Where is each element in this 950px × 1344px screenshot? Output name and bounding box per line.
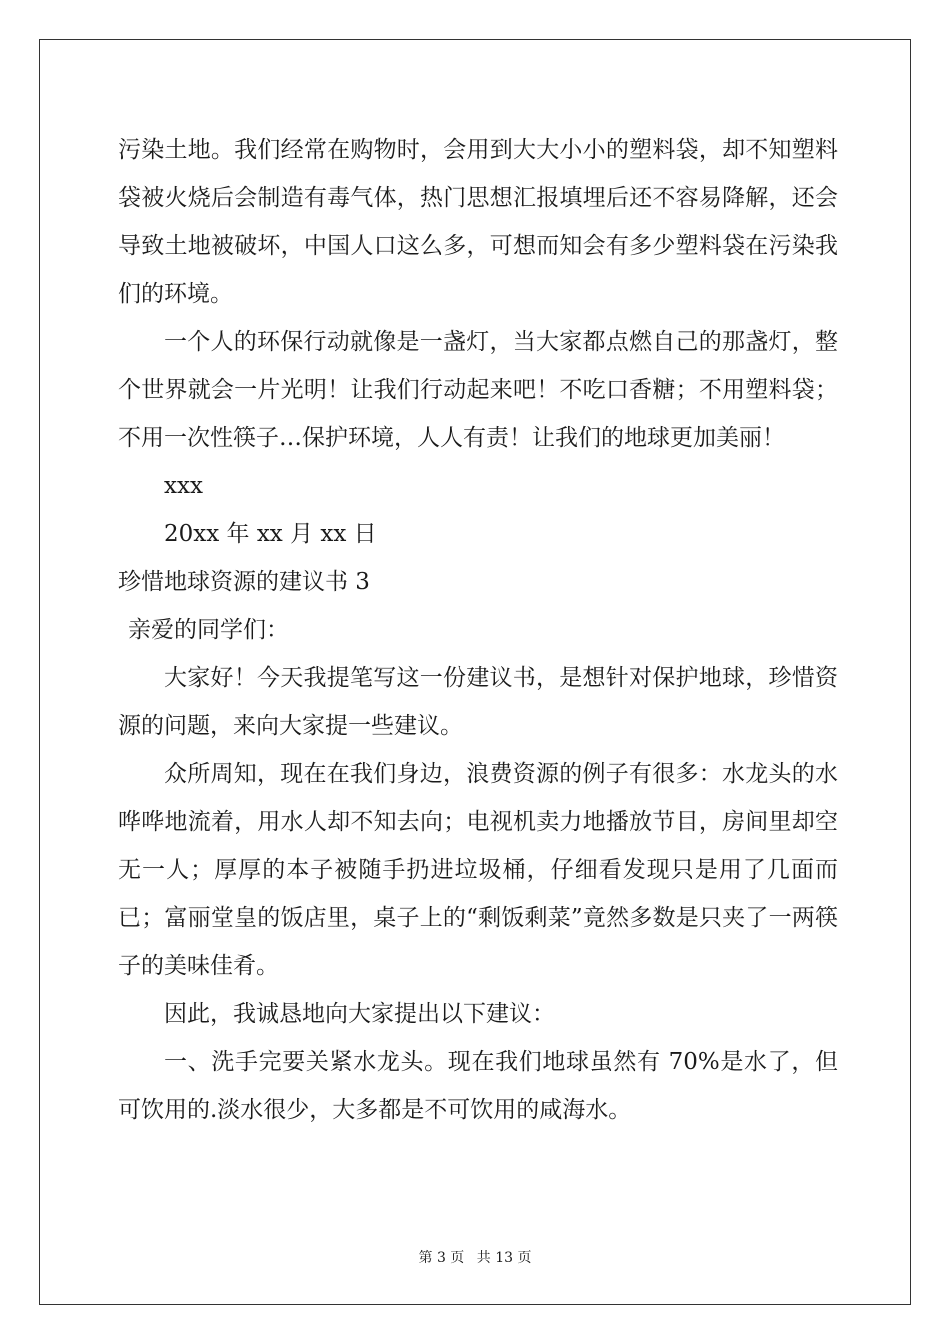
page-number: 第 3 页 bbox=[418, 1250, 465, 1266]
paragraph-continuation: 污染土地。我们经常在购物时，会用到大大小小的塑料袋，却不知塑料袋被火烧后会制造有毒气体，热门思想汇报填埋后还不容易降解，还会导致土地被破坏，中国人口这么多，可想而知会有多少塑料袋在污染我们的环境。 bbox=[118, 137, 838, 307]
signature-name: xxx bbox=[164, 473, 203, 499]
page-total: 共 13 页 bbox=[476, 1250, 532, 1266]
paragraph-suggestions-intro: 因此，我诚恳地向大家提出以下建议： bbox=[164, 1001, 555, 1027]
page-footer bbox=[0, 1247, 950, 1267]
signature-date: 20xx 年 xx 月 xx 日 bbox=[164, 521, 377, 547]
document-body bbox=[118, 126, 838, 1134]
paragraph-greeting: 大家好！今天我提笔写这一份建议书，是想针对保护地球，珍惜资源的问题，来向大家提一些建议。 bbox=[118, 665, 838, 739]
paragraph-suggestion-1: 一、洗手完要关紧水龙头。现在我们地球虽然有 70%是水了，但可饮用的.淡水很少，大多都是不可饮用的咸海水。 bbox=[118, 1049, 838, 1123]
paragraph-examples: 众所周知，现在在我们身边，浪费资源的例子有很多：水龙头的水哗哗地流着，用水人却不知去向；电视机卖力地播放节目，房间里却空无一人；厚厚的本子被随手扔进垃圾桶，仔细看发现只是用了几面而已；富丽堂皇的饭店里，桌子上的“剩饭剩菜”竟然多数是只夹了一两筷子的美味佳肴。 bbox=[118, 761, 838, 979]
section-title: 珍惜地球资源的建议书 3 bbox=[118, 569, 370, 595]
paragraph-call-to-action: 一个人的环保行动就像是一盏灯，当大家都点燃自己的那盏灯，整个世界就会一片光明！让我们行动起来吧！不吃口香糖；不用塑料袋；不用一次性筷子…保护环境，人人有责！让我们的地球更加美丽！ bbox=[118, 329, 838, 451]
salutation: 亲爱的同学们： bbox=[128, 617, 289, 643]
